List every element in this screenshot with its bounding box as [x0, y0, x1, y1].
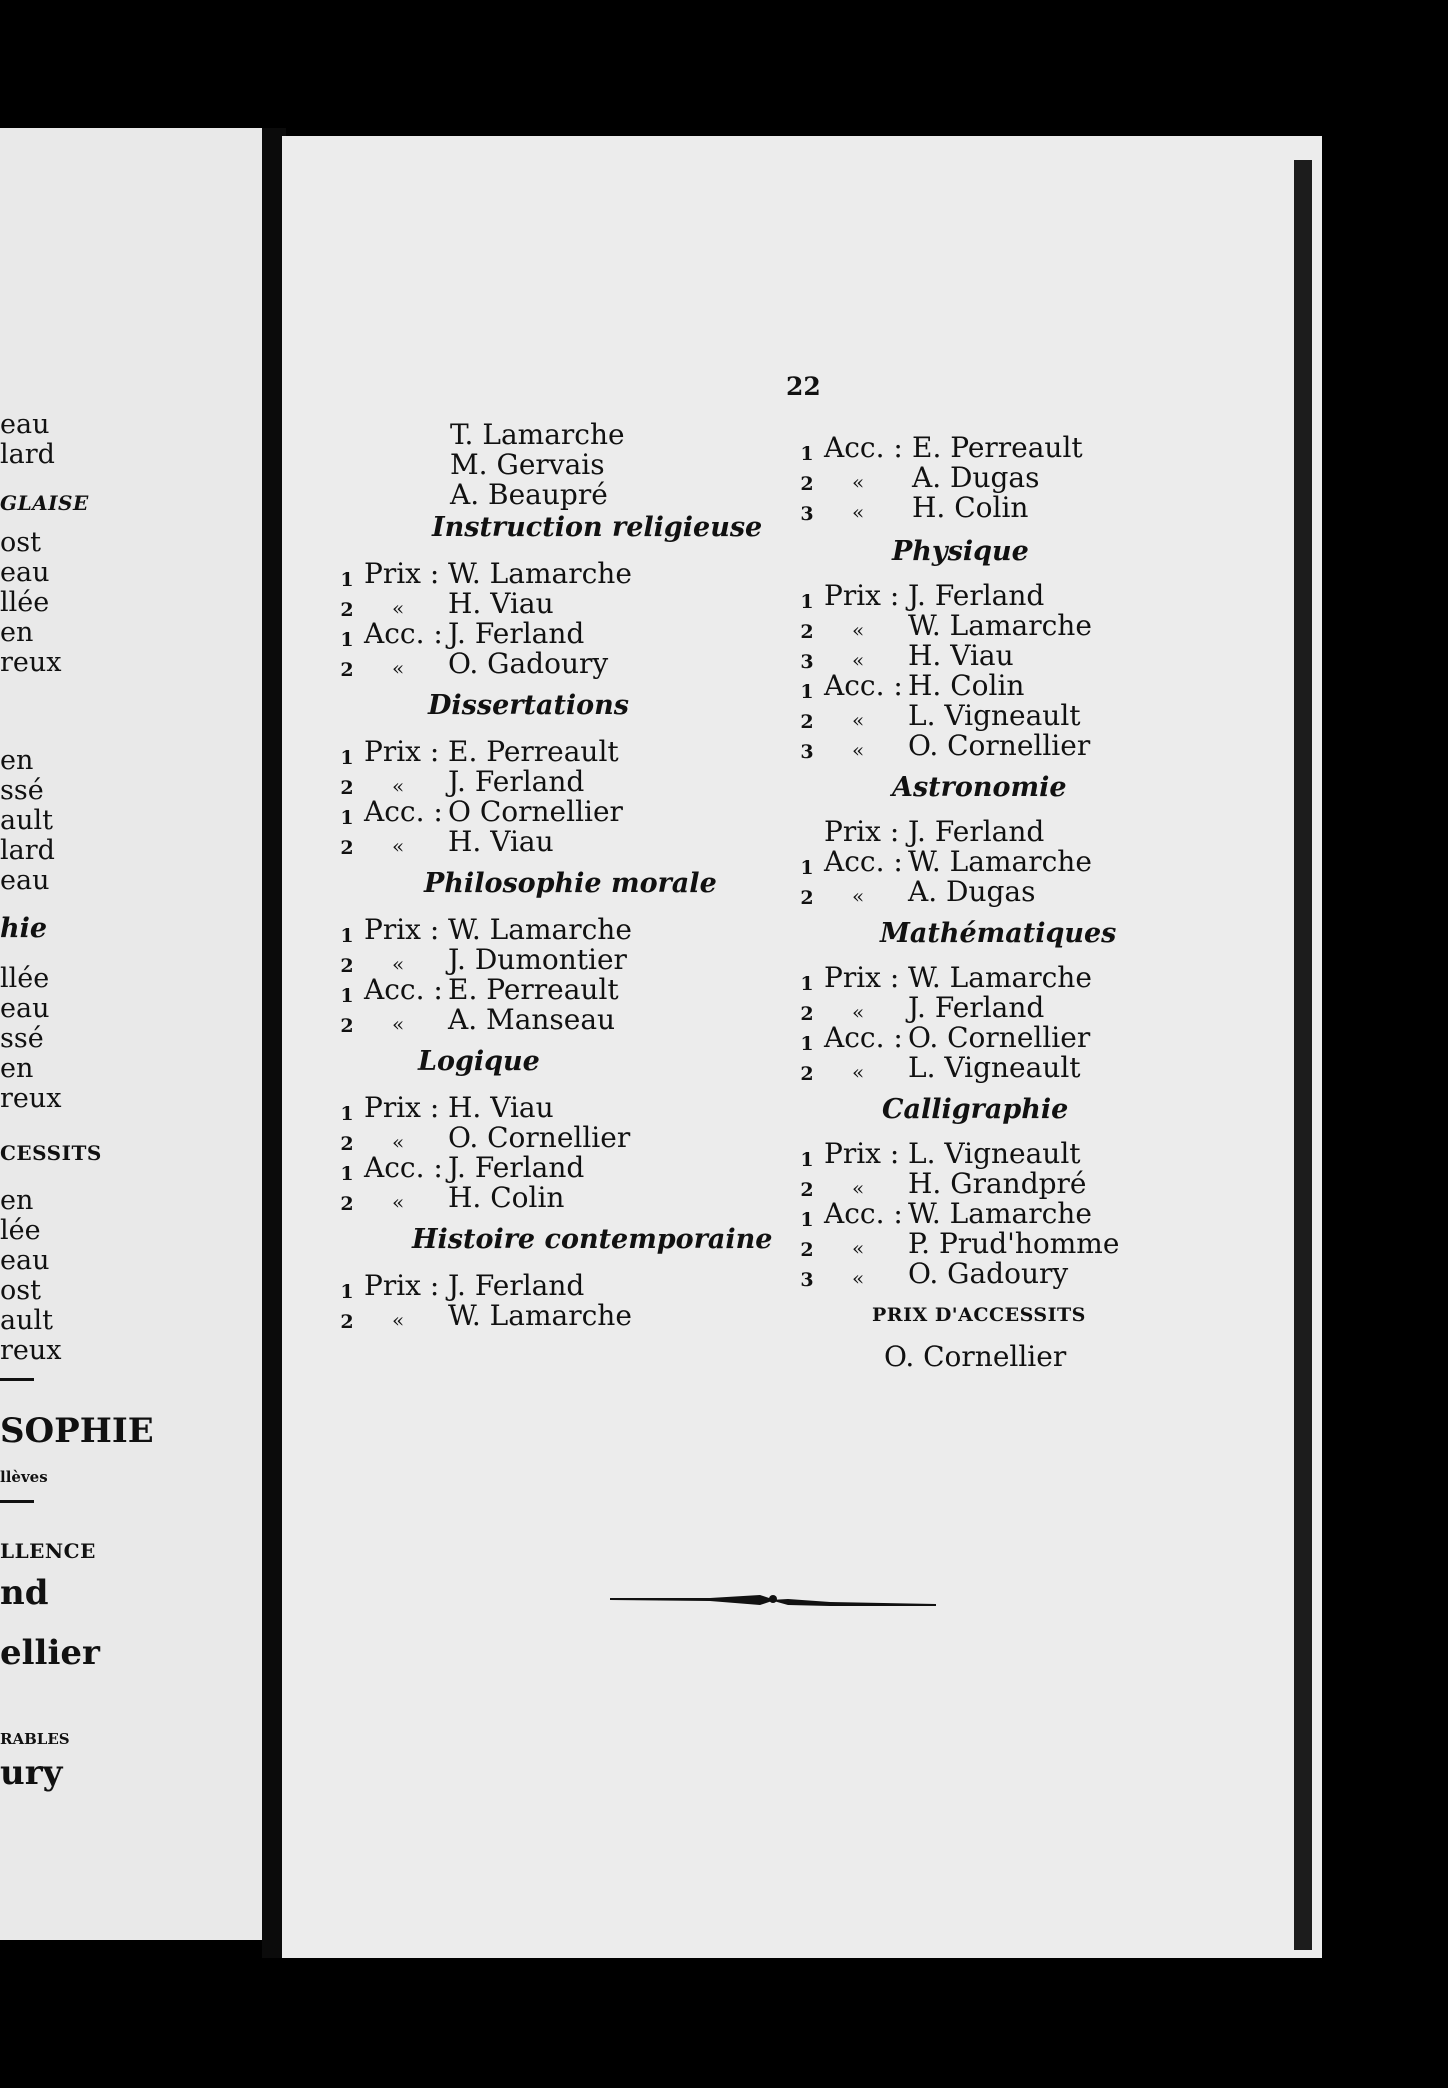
student-name: L. Vigneault — [908, 1051, 1081, 1084]
left-page-fragment: CESSITS — [0, 1141, 102, 1165]
student-name: W. Lamarche — [908, 845, 1092, 878]
prize-label: « — [852, 470, 865, 494]
prize-label: Prix : — [364, 1091, 440, 1124]
prize-label: « — [852, 884, 865, 908]
left-page-fragment: ury — [0, 1753, 63, 1793]
rank-number: 2 — [340, 1193, 354, 1215]
left-page-fragment: llée — [0, 587, 50, 618]
left-page-fragment: eau — [0, 993, 50, 1024]
rank-number: 3 — [800, 741, 814, 763]
rank-number: 1 — [340, 747, 354, 769]
left-page-fragment: reux — [0, 1083, 62, 1114]
student-name: H. Colin — [912, 491, 1029, 524]
student-name: W. Lamarche — [908, 961, 1092, 994]
prize-label: « — [392, 774, 405, 798]
rank-number: 2 — [340, 1133, 354, 1155]
left-page-fragment: lée — [0, 1215, 41, 1246]
accessits-heading: PRIX D'ACCESSITS — [872, 1304, 1086, 1326]
left-page — [0, 128, 268, 1940]
student-name: W. Lamarche — [448, 557, 632, 590]
rank-number: 2 — [340, 1015, 354, 1037]
rank-number: 2 — [800, 1179, 814, 1201]
left-page-fragment: en — [0, 1185, 34, 1216]
prize-label: « — [852, 1176, 865, 1200]
prize-label: « — [392, 656, 405, 680]
prize-label: Prix : — [364, 1269, 440, 1302]
page-edge — [1294, 160, 1312, 1950]
prize-label: « — [392, 596, 405, 620]
prize-label: « — [392, 1012, 405, 1036]
page-number: 22 — [786, 372, 821, 401]
left-page-fragment: en — [0, 745, 34, 776]
left-page-fragment: GLAISE — [0, 491, 89, 515]
prize-label: « — [852, 708, 865, 732]
section-heading: Logique — [418, 1046, 540, 1077]
student-name: E. Perreault — [448, 973, 619, 1006]
student-name: H. Viau — [448, 1091, 554, 1124]
prize-label: Acc. : — [364, 1151, 443, 1184]
student-name: A. Dugas — [908, 875, 1036, 908]
prize-label: « — [392, 834, 405, 858]
rank-number: 1 — [340, 629, 354, 651]
student-name: A. Manseau — [448, 1003, 616, 1036]
student-name: L. Vigneault — [908, 699, 1081, 732]
section-heading: Dissertations — [428, 690, 630, 721]
left-page-fragment: eau — [0, 865, 50, 896]
prize-label: Prix : — [824, 961, 900, 994]
section-heading: Histoire contemporaine — [412, 1224, 773, 1255]
student-name: T. Lamarche — [450, 418, 625, 451]
student-name: H. Viau — [448, 825, 554, 858]
rank-number: 1 — [340, 1281, 354, 1303]
rank-number: 3 — [800, 1269, 814, 1291]
prize-label: Acc. : — [824, 1197, 903, 1230]
student-name: E. Perreault — [448, 735, 619, 768]
student-name: J. Ferland — [908, 991, 1045, 1024]
student-name: J. Dumontier — [448, 943, 627, 976]
rank-number: 2 — [340, 777, 354, 799]
rank-number: 1 — [340, 1163, 354, 1185]
left-page-fragment: eau — [0, 409, 50, 440]
student-name: W. Lamarche — [448, 1299, 632, 1332]
left-page-rule — [0, 1500, 34, 1503]
left-page-fragment: ssé — [0, 775, 44, 806]
left-page-fragment: ault — [0, 805, 53, 836]
rank-number: 2 — [800, 621, 814, 643]
rank-number: 1 — [340, 925, 354, 947]
rank-number: 2 — [800, 473, 814, 495]
rank-number: 1 — [340, 1103, 354, 1125]
section-heading: Calligraphie — [882, 1094, 1069, 1125]
left-page-fragment: RABLES — [0, 1730, 70, 1748]
accessits-name: O. Cornellier — [884, 1340, 1067, 1373]
student-name: H. Viau — [448, 587, 554, 620]
prize-label: Acc. : — [824, 1021, 903, 1054]
left-page-fragment: reux — [0, 1335, 62, 1366]
rank-number: 2 — [340, 1311, 354, 1333]
section-heading: Astronomie — [892, 772, 1067, 803]
student-name: H. Grandpré — [908, 1167, 1087, 1200]
prize-label: Prix : — [824, 815, 900, 848]
section-heading: Physique — [892, 536, 1029, 567]
rank-number: 1 — [800, 591, 814, 613]
student-name: W. Lamarche — [908, 609, 1092, 642]
student-name: O. Cornellier — [908, 729, 1091, 762]
prize-label: « — [852, 500, 865, 524]
rank-number: 2 — [800, 711, 814, 733]
student-name: O. Gadoury — [448, 647, 609, 680]
left-page-fragment: ellier — [0, 1633, 100, 1673]
left-page-fragment: SOPHIE — [0, 1411, 154, 1451]
student-name: M. Gervais — [450, 448, 605, 481]
student-name: J. Ferland — [448, 765, 585, 798]
left-page-fragment: lard — [0, 835, 55, 866]
rank-number: 2 — [800, 887, 814, 909]
student-name: W. Lamarche — [448, 913, 632, 946]
prize-label: « — [392, 1130, 405, 1154]
rank-number: 1 — [340, 985, 354, 1007]
left-page-fragment: eau — [0, 1245, 50, 1276]
rank-number: 1 — [800, 857, 814, 879]
prize-label: Acc. : — [364, 973, 443, 1006]
student-name: A. Beaupré — [450, 478, 608, 511]
left-page-fragment: nd — [0, 1573, 49, 1613]
prize-label: « — [852, 1000, 865, 1024]
rank-number: 3 — [800, 503, 814, 525]
student-name: P. Prud'homme — [908, 1227, 1120, 1260]
prize-label: Prix : — [824, 579, 900, 612]
prize-label: Acc. : — [364, 617, 443, 650]
left-page-fragment: LLENCE — [0, 1539, 96, 1563]
rank-number: 1 — [800, 443, 814, 465]
prize-label: Acc. : — [824, 845, 903, 878]
rank-number: 2 — [340, 659, 354, 681]
rank-number: 1 — [800, 1149, 814, 1171]
student-name: O. Cornellier — [908, 1021, 1091, 1054]
prize-label: « — [392, 1308, 405, 1332]
section-heading: Philosophie morale — [424, 868, 717, 899]
prize-label: Prix : — [364, 735, 440, 768]
prize-label: Acc. : — [824, 669, 903, 702]
student-name: J. Ferland — [448, 1269, 585, 1302]
student-name: H. Viau — [908, 639, 1014, 672]
left-page-fragment: ault — [0, 1305, 53, 1336]
student-name: J. Ferland — [448, 617, 585, 650]
prize-label: « — [852, 1060, 865, 1084]
prize-label: Prix : — [364, 913, 440, 946]
left-page-fragment: llée — [0, 963, 50, 994]
rank-number: 2 — [800, 1239, 814, 1261]
left-page-fragment: ost — [0, 1275, 41, 1306]
left-page-rule — [0, 1378, 34, 1381]
left-page-fragment: ost — [0, 527, 41, 558]
rank-number: 2 — [340, 599, 354, 621]
left-page-fragment: en — [0, 1053, 34, 1084]
student-name: J. Ferland — [908, 579, 1045, 612]
rank-number: 2 — [800, 1003, 814, 1025]
section-heading: Instruction religieuse — [432, 512, 763, 543]
student-name: L. Vigneault — [908, 1137, 1081, 1170]
prize-label: « — [852, 1266, 865, 1290]
prize-label: « — [392, 1190, 405, 1214]
student-name: J. Ferland — [908, 815, 1045, 848]
rank-number: 2 — [340, 955, 354, 977]
left-page-fragment: eau — [0, 557, 50, 588]
rank-number: 1 — [340, 807, 354, 829]
prize-label: « — [852, 738, 865, 762]
student-name: E. Perreault — [912, 431, 1083, 464]
left-page-fragment: reux — [0, 647, 62, 678]
left-page-fragment: ssé — [0, 1023, 44, 1054]
left-page-fragment: hie — [0, 913, 48, 944]
prize-label: Acc. : — [364, 795, 443, 828]
prize-label: Acc. : — [824, 431, 903, 464]
left-page-fragment: llèves — [0, 1468, 48, 1486]
student-name: O. Cornellier — [448, 1121, 631, 1154]
student-name: H. Colin — [448, 1181, 565, 1214]
rank-number: 2 — [340, 837, 354, 859]
student-name: W. Lamarche — [908, 1197, 1092, 1230]
prize-label: Prix : — [364, 557, 440, 590]
rank-number: 1 — [800, 681, 814, 703]
prize-label: « — [852, 1236, 865, 1260]
section-heading: Mathématiques — [880, 918, 1117, 949]
left-page-fragment: en — [0, 617, 34, 648]
prize-label: « — [852, 648, 865, 672]
rank-number: 1 — [800, 1209, 814, 1231]
student-name: H. Colin — [908, 669, 1025, 702]
left-page-fragment: lard — [0, 439, 55, 470]
rank-number: 2 — [800, 1063, 814, 1085]
student-name: O. Gadoury — [908, 1257, 1069, 1290]
prize-label: « — [852, 618, 865, 642]
student-name: O Cornellier — [448, 795, 623, 828]
student-name: J. Ferland — [448, 1151, 585, 1184]
prize-label: Prix : — [824, 1137, 900, 1170]
prize-label: « — [392, 952, 405, 976]
rank-number: 1 — [800, 973, 814, 995]
rank-number: 1 — [800, 1033, 814, 1055]
rank-number: 3 — [800, 651, 814, 673]
ornament-divider — [610, 1588, 936, 1612]
student-name: A. Dugas — [912, 461, 1040, 494]
rank-number: 1 — [340, 569, 354, 591]
